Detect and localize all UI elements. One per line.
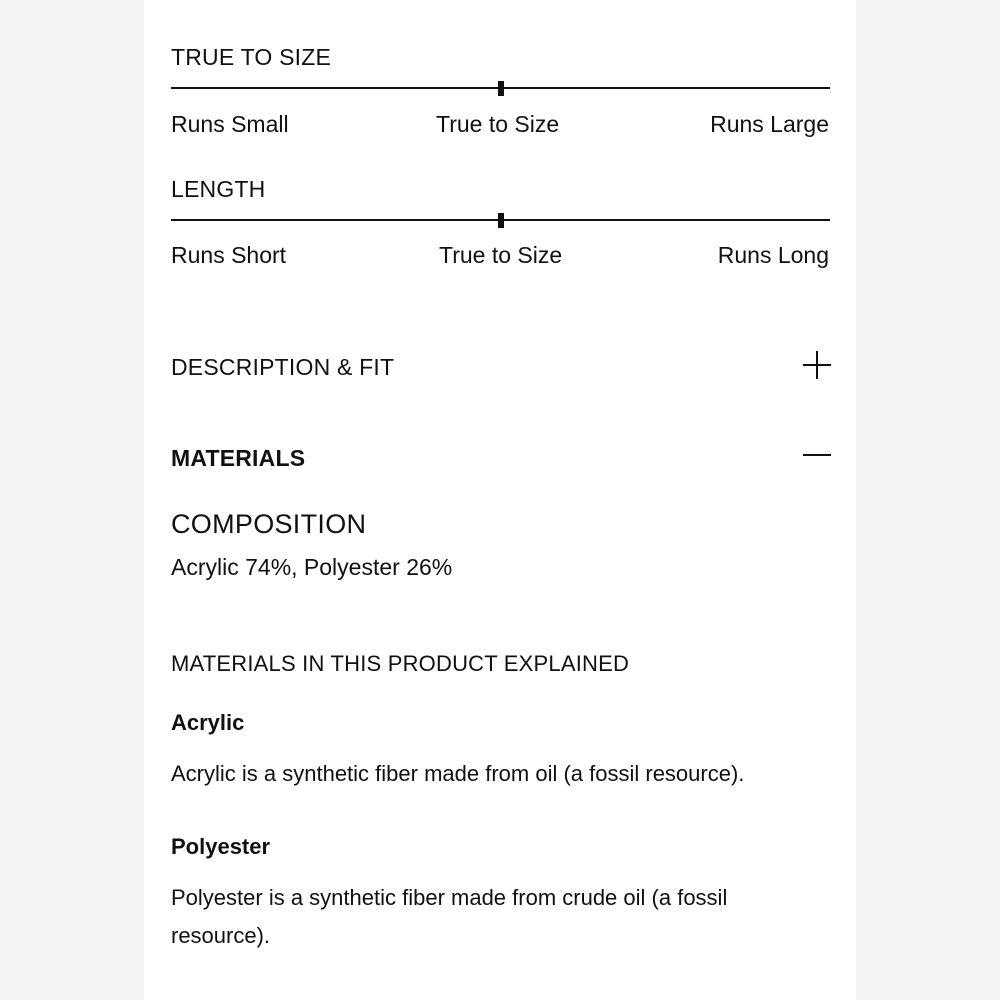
plus-icon[interactable] xyxy=(801,349,833,381)
material-name-polyester: Polyester xyxy=(171,834,271,859)
size-fit-label-left: Runs Small xyxy=(171,111,289,137)
minus-icon[interactable] xyxy=(801,439,833,471)
length-fit-label-left: Runs Short xyxy=(171,242,287,268)
description-fit-accordion-title[interactable]: DESCRIPTION & FIT xyxy=(171,354,395,380)
size-fit-label-center: True to Size xyxy=(436,111,560,137)
size-fit-title: TRUE TO SIZE xyxy=(171,44,332,70)
composition-value: Acrylic 74%, Polyester 26% xyxy=(171,554,453,580)
length-fit-marker xyxy=(498,213,504,228)
material-name-acrylic: Acrylic xyxy=(171,710,245,735)
materials-explained-title: MATERIALS IN THIS PRODUCT EXPLAINED xyxy=(171,651,630,676)
materials-accordion-title[interactable]: MATERIALS xyxy=(171,445,306,471)
material-description-acrylic: Acrylic is a synthetic fiber made from oil (a fossil resource). xyxy=(171,761,745,786)
length-fit-title: LENGTH xyxy=(171,176,266,202)
length-fit-label-center: True to Size xyxy=(439,242,563,268)
material-description-polyester: Polyester is a synthetic fiber made from crude oil (a fossil resource). xyxy=(171,885,728,948)
length-fit-label-right: Runs Long xyxy=(717,242,829,268)
product-details-panel xyxy=(144,0,856,1000)
size-fit-label-right: Runs Large xyxy=(710,111,829,137)
composition-title: COMPOSITION xyxy=(171,509,367,539)
size-fit-marker xyxy=(498,81,504,96)
